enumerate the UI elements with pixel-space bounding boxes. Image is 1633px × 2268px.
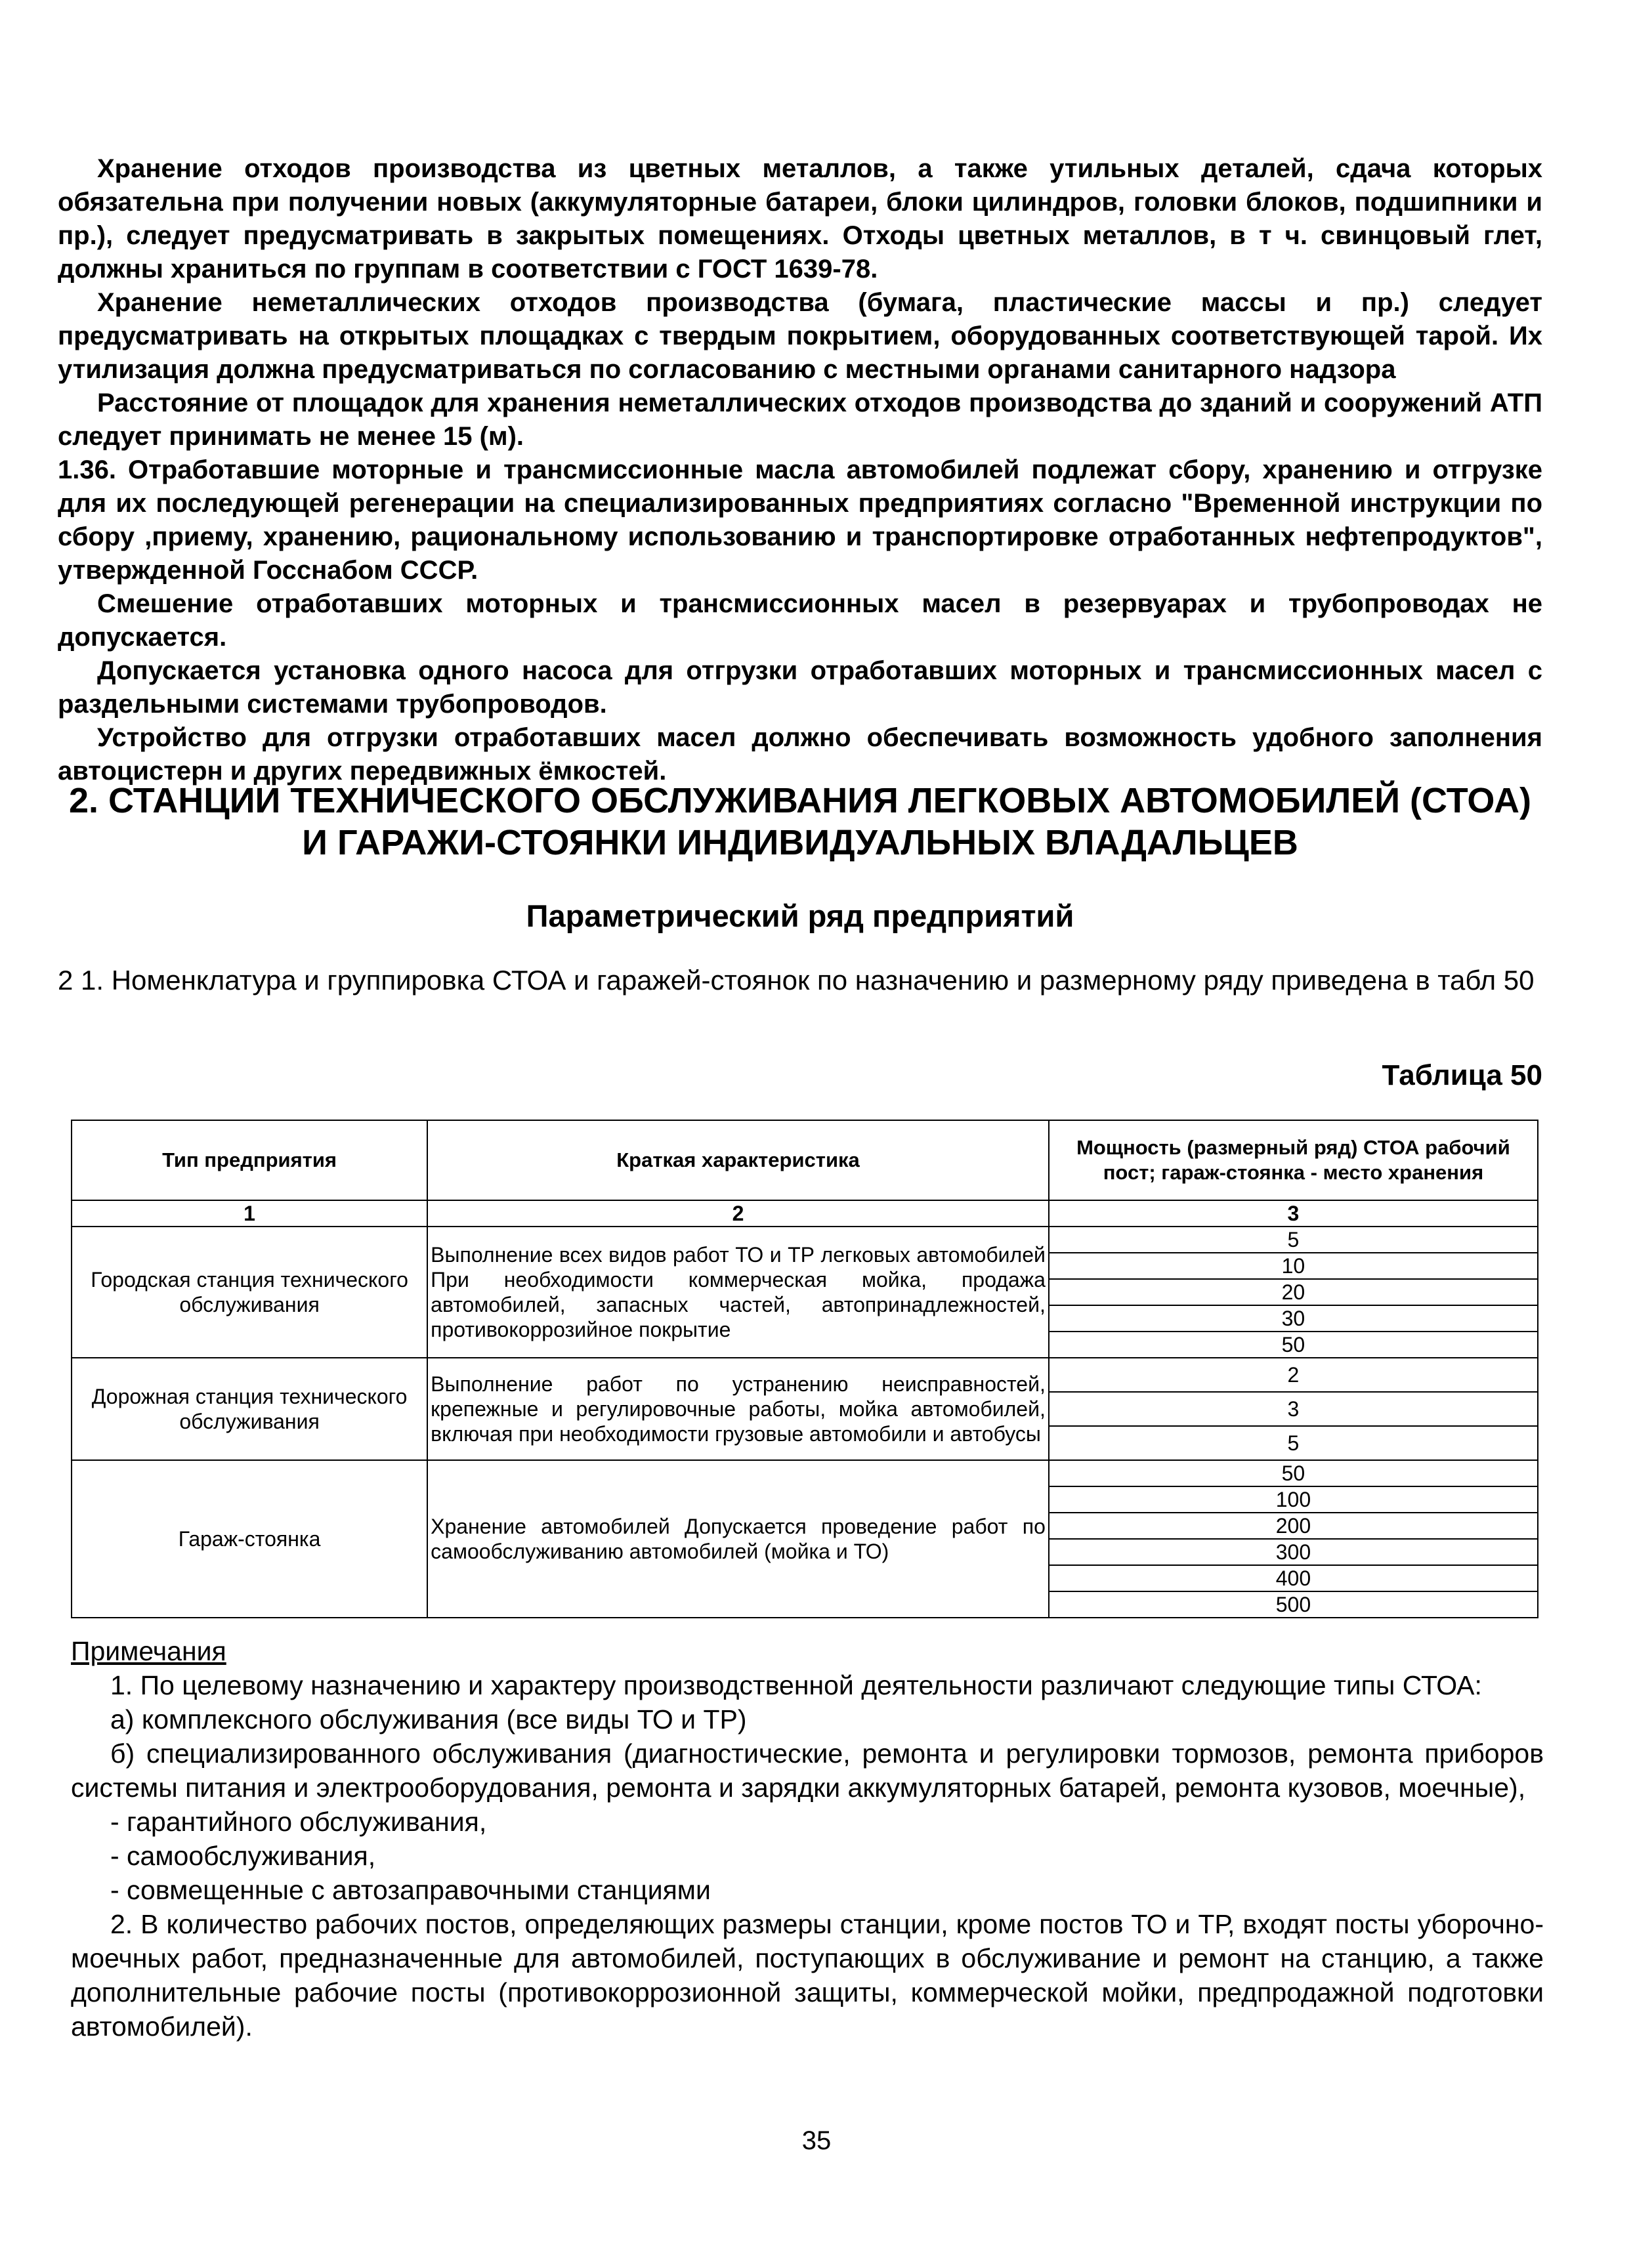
capacity-value: 200 — [1049, 1513, 1538, 1539]
capacity-value: 3 — [1049, 1392, 1538, 1426]
paragraph: Хранение неметаллических отходов производства (бумага, пластические массы и пр.) следует предусматривать на открытых площадках с твердым покрытием, оборудованных соответствующей тарой. Их утилизация должна предусматриваться по согласованию с местными органами санитарного надзора — [58, 288, 1542, 384]
description: Выполнение работ по устранению неисправностей, крепежные и регулировочные работы, мойка автомобилей, включая при необходимости грузовые автомобили и автобусы — [427, 1358, 1049, 1460]
table-row — [72, 1460, 1538, 1486]
note-item: а) комплексного обслуживания (все виды ТО и ТР) — [110, 1704, 747, 1734]
enterprise-type: Дорожная станция технического обслуживания — [72, 1358, 427, 1460]
note-item: 2. В количество рабочих постов, определяющих размеры станции, кроме постов ТО и ТР, входят посты уборочно-моечных работ, предназначенные для автомобилей, поступающих в обслуживание и ремонт на станцию, а также дополнительные рабочие посты (противокоррозионной защиты, коммерческой мойки, предпродажной подготовки автомобилей). — [71, 1909, 1544, 2042]
paragraph: 2 1. Номенклатура и группировка СТОА и гаражей-стоянок по назначению и размерному ряду приведена в табл 50 — [58, 965, 1535, 996]
paragraph: Устройство для отгрузки отработавших масел должно обеспечивать возможность удобного заполнения автоцистерн и других передвижных ёмкостей. — [58, 723, 1542, 786]
table-row — [72, 1358, 1538, 1392]
header-cell: Мощность (размерный ряд) СТОА рабочий пост; гараж-стоянка - место хранения — [1049, 1120, 1538, 1200]
capacity-value: 50 — [1049, 1332, 1538, 1358]
enterprise-type: Гараж-стоянка — [72, 1460, 427, 1618]
column-number: 2 — [427, 1200, 1049, 1227]
note-item: б) специализированного обслуживания (диагностические, ремонта и регулировки тормозов, ремонта приборов системы питания и электрооборудования, ремонта и зарядки аккумуляторных батарей, ремонта кузовов, моечные), — [71, 1738, 1544, 1803]
table-row — [72, 1227, 1538, 1253]
note-item: - совмещенные с автозаправочными станциями — [110, 1875, 711, 1905]
column-number: 1 — [72, 1200, 427, 1227]
table-50 — [71, 1120, 1538, 1618]
page-number: 35 — [801, 2126, 832, 2155]
capacity-value: 20 — [1049, 1279, 1538, 1305]
capacity-value: 10 — [1049, 1253, 1538, 1279]
capacity-value: 30 — [1049, 1305, 1538, 1332]
paragraph: Хранение отходов производства из цветных металлов, а также утильных деталей, сдача которых обязательна при получении новых (аккумуляторные батареи, блоки цилиндров, головки блоков, подшипники и пр.), следует предусматривать в закрытых помещениях. Отходы цветных металлов, в т ч. свинцовый глет, должны храниться по группам в соответствии с ГОСТ 1639-78. — [58, 154, 1542, 284]
paragraph: Смешение отработавших моторных и трансмиссионных масел в резервуарах и трубопроводах не допускается. — [58, 589, 1542, 652]
capacity-value: 500 — [1049, 1591, 1538, 1618]
section-title: 2. СТАНЦИИ ТЕХНИЧЕСКОГО ОБСЛУЖИВАНИЯ ЛЕГКОВЫХ АВТОМОБИЛЕЙ (СТОА) И ГАРАЖИ-СТОЯНКИ ИНДИВИДУАЛЬНЫХ ВЛАДАЛЬЦЕВ — [69, 781, 1531, 862]
description: Выполнение всех видов работ ТО и ТР легковых автомобилей При необходимости коммерческая мойка, продажа автомобилей, запасных частей, автопринадлежностей, противокоррозийное покрытие — [427, 1227, 1049, 1358]
capacity-value: 5 — [1049, 1426, 1538, 1460]
enterprise-type: Городская станция технического обслуживания — [72, 1227, 427, 1358]
notes-section — [71, 1634, 1544, 2044]
note-item: - самообслуживания, — [110, 1841, 376, 1871]
table-header-row — [72, 1120, 1538, 1200]
clause-2-1 — [58, 963, 1542, 998]
capacity-value: 50 — [1049, 1460, 1538, 1486]
table-number: Таблица 50 — [1382, 1059, 1542, 1091]
paragraph: Допускается установка одного насоса для отгрузки отработавших моторных и трансмиссионных масел с раздельными системами трубопроводов. — [58, 656, 1542, 719]
column-number: 3 — [1049, 1200, 1538, 1227]
section-subtitle: Параметрический ряд предприятий — [526, 898, 1074, 933]
header-cell: Тип предприятия — [72, 1120, 427, 1200]
capacity-value: 400 — [1049, 1565, 1538, 1591]
paragraph: 1.36. Отработавшие моторные и трансмиссионные масла автомобилей подлежат сбору, хранению и отгрузке для их последующей регенерации на специализированных предприятиях согласно "Временной инструкции по сбору ,приему, хранению, рациональному использованию и транспортировке отработанных нефтепродуктов", утвержденной Госснабом СССР. — [58, 455, 1542, 585]
capacity-value: 100 — [1049, 1486, 1538, 1513]
note-item: 1. По целевому назначению и характеру производственной деятельности различают следующие типы СТОА: — [110, 1670, 1482, 1700]
note-item: - гарантийного обслуживания, — [110, 1807, 487, 1837]
notes-header: Примечания — [71, 1636, 226, 1666]
paragraph: Расстояние от площадок для хранения неметаллических отходов производства до зданий и сооружений АТП следует принимать не менее 15 (м). — [58, 388, 1542, 451]
description: Хранение автомобилей Допускается проведение работ по самообслуживанию автомобилей (мойка и ТО) — [427, 1460, 1049, 1618]
capacity-value: 300 — [1049, 1539, 1538, 1565]
column-number-row — [72, 1200, 1538, 1227]
capacity-value: 5 — [1049, 1227, 1538, 1253]
intro-section — [58, 152, 1542, 788]
header-cell: Краткая характеристика — [427, 1120, 1049, 1200]
capacity-value: 2 — [1049, 1358, 1538, 1392]
